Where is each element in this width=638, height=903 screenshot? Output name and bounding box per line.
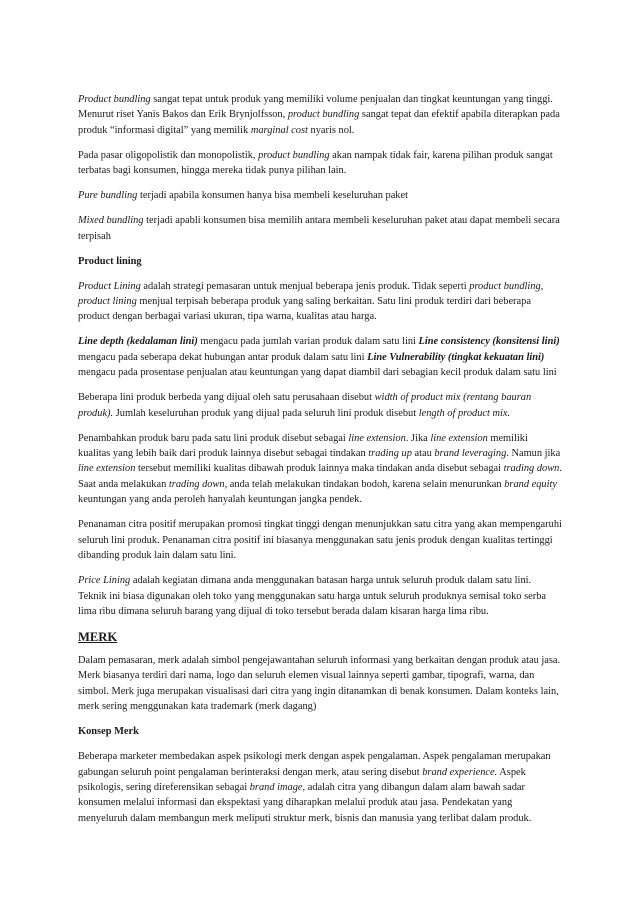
text: . Namun jika [506,448,561,460]
paragraph-product-bundling [78,92,562,138]
text: Pada pasar oligopolistik dan monopolistik, [78,149,259,161]
term-trading-down: trading down, [168,478,228,490]
text: adalah kegiatan dimana anda menggunakan batasan harga untuk seluruh produk dalam satu lini. Teknik ini biasa digunakan oleh toko yang menggunakan satu harga untuk seluruh produknya semisal toko serba lima ribu dimana seluruh barang yang dijual di toko tersebut berada dalam kisaran harga lima ribu. [78,575,546,617]
text: , adalah citra yang dibangun dalam alam bawah sadar konsumen melalui informasi dan ekspektasi yang diharapkan melalui produk atau jasa. Pendekatan yang menyeluruh dalam membangun merk meliputi struktur merk, bisnis dan manusia yang terlibat dalam produk. [78,781,532,824]
text: . Jika [405,432,431,444]
text: sangat tepat untuk produk yang memiliki volume penjualan dan tingkat keuntungan yang tinggi. Menurut riset Yanis Bakos dan Erik Brynjolfsson, [78,94,553,121]
text: adalah strategi pemasaran untuk menjual beberapa jenis produk. Tidak seperti [140,280,470,292]
term-product-bundling: product bundling [287,109,360,121]
text: nyaris nol. [307,124,355,136]
text: mengacu pada prosentase penjualan atau keuntungan yang dapat diambil dari sebagian kecil produk dalam satu lini [78,367,557,379]
term-brand-equity: brand equity [504,478,558,490]
text: keuntungan yang anda peroleh hanyalah keuntungan jangka pendek. [78,494,362,506]
paragraph-citra-positif: Penanaman citra positif merupakan promosi tingkat tinggi dengan menunjukkan satu citra yang akan mempengaruhi seluruh lini produk. Penanaman citra positif ini biasanya menggunakan satu jenis produk dengan kualitas tertinggi dibanding produk lain dalam satu lini. [78,519,562,562]
paragraph-line-extension [78,431,562,508]
term-brand-image: brand image [249,781,303,793]
text: mengacu pada seberapa dekat hubungan antar produk dalam satu lini [78,351,368,363]
term-price-lining: Price Lining [78,575,131,587]
paragraph-oligopolistik [78,148,562,179]
text: terjadi apabila konsumen hanya bisa membeli keseluruhan paket [137,190,409,202]
heading-merk: MERK [78,629,118,644]
text: Beberapa marketer membedakan aspek psikologi merk dengan aspek pengalaman. Aspek pengalaman merupakan gabungan seluruh point pengalaman berinteraksi dengan merk, atau sering disebut [78,751,551,778]
text: Penambahkan produk baru pada satu lini produk disebut sebagai [78,432,349,444]
paragraph-line-depth [78,334,562,380]
paragraph-product-lining [78,279,562,325]
term-brand-leveraging: brand leveraging [434,448,507,460]
term-line-vulnerability: Line Vulnerability (tingkat kekuatan lini) [367,351,545,363]
term-pure-bundling: Pure bundling [78,190,138,202]
term-product-bundling: Product bundling [78,94,151,105]
paragraph-pure-bundling [78,188,562,203]
paragraph-konsep-merk [78,749,562,826]
heading-product-lining: Product lining [78,255,142,267]
text: terjadi apabli konsumen bisa memilih antara membeli keseluruhan paket atau dapat membeli secara terpisah [78,215,560,242]
text: menjual terpisah beberapa produk yang saling berkaitan. Satu lini produk terdiri dari beberapa product dengan berbagai variasi ukuran, tipa warna, kualitas atau harga. [78,296,531,323]
text: memiliki kualitas yang lebih baik dari produk lainnya disebut sebagai tindakan [78,432,528,460]
text: . Saat anda melakukan [78,463,562,490]
text: atau [411,448,435,460]
text: akan nampak tidak fair, karena pilihan produk sangat terbatas bagi konsumen, hingga mereka tidak punya pilihan lain. [78,149,553,177]
paragraph-price-lining [78,573,562,619]
text: Aspek psikologis, sering direferensikan sebagai [78,766,526,793]
paragraph-product-mix [78,390,562,421]
term-length-of-product-mix: length of product mix. [418,407,511,419]
term-line-depth: Line depth (kedalaman lini) [78,336,198,348]
term-line-extension: line extension [78,463,136,475]
term-brand-experience: brand experience. [422,766,498,778]
term-line-extension: line extension [348,432,406,444]
term-mixed-bundling: Mixed bundling [78,215,144,227]
term-trading-up: trading up [368,448,412,460]
term-product-bundling: product bundling [469,280,541,292]
term-trading-down: trading down [503,463,560,475]
text: anda telah melakukan tindakan bodoh, karena selain menurunkan [227,478,505,490]
text: sangat tepat dan efektif apabila diterapkan pada produk “informasi digital” yang memilik [78,109,560,136]
term-product-lining: Product Lining [78,280,141,292]
text: Beberapa lini produk berbeda yang dijual oleh satu perusahaan disebut [78,392,375,404]
heading-konsep-merk: Konsep Merk [78,726,139,738]
term-product-bundling: product bundling [258,149,330,161]
text: Jumlah keseluruhan produk yang dijual pada seluruh lini produk disebut [113,407,419,419]
term-line-consistency: Line consistency (konsitensi lini) [418,336,560,348]
term-product-lining: product lining [78,296,137,308]
term-line-extension: line extension [430,432,488,444]
text: tersebut memiliki kualitas dibawah produk lainnya maka tindakan anda disebut sebagai [135,463,504,475]
term-marginal-cost: marginal cost [250,124,308,136]
text: , [540,280,544,292]
text: mengacu pada jumlah varian produk dalam satu lini [197,336,419,348]
term-width-of-product-mix: width of product mix (rentang bauran produk). [78,392,532,419]
paragraph-merk: Dalam pemasaran, merk adalah simbol pengejawantahan seluruh informasi yang berkaitan dengan produk atau jasa. Merk biasanya terdiri dari nama, logo dan seluruh elemen visual lainnya seperti gambar, tipografi, warna, dan simbol. Merk juga merupakan visualisasi dari citra yang ingin ditanamkan di benak konsumen. Dalam konteks lain, merk sering menggunakan kata trademark (merk dagang) [78,654,561,713]
document-page [78,92,562,836]
paragraph-mixed-bundling [78,213,562,244]
